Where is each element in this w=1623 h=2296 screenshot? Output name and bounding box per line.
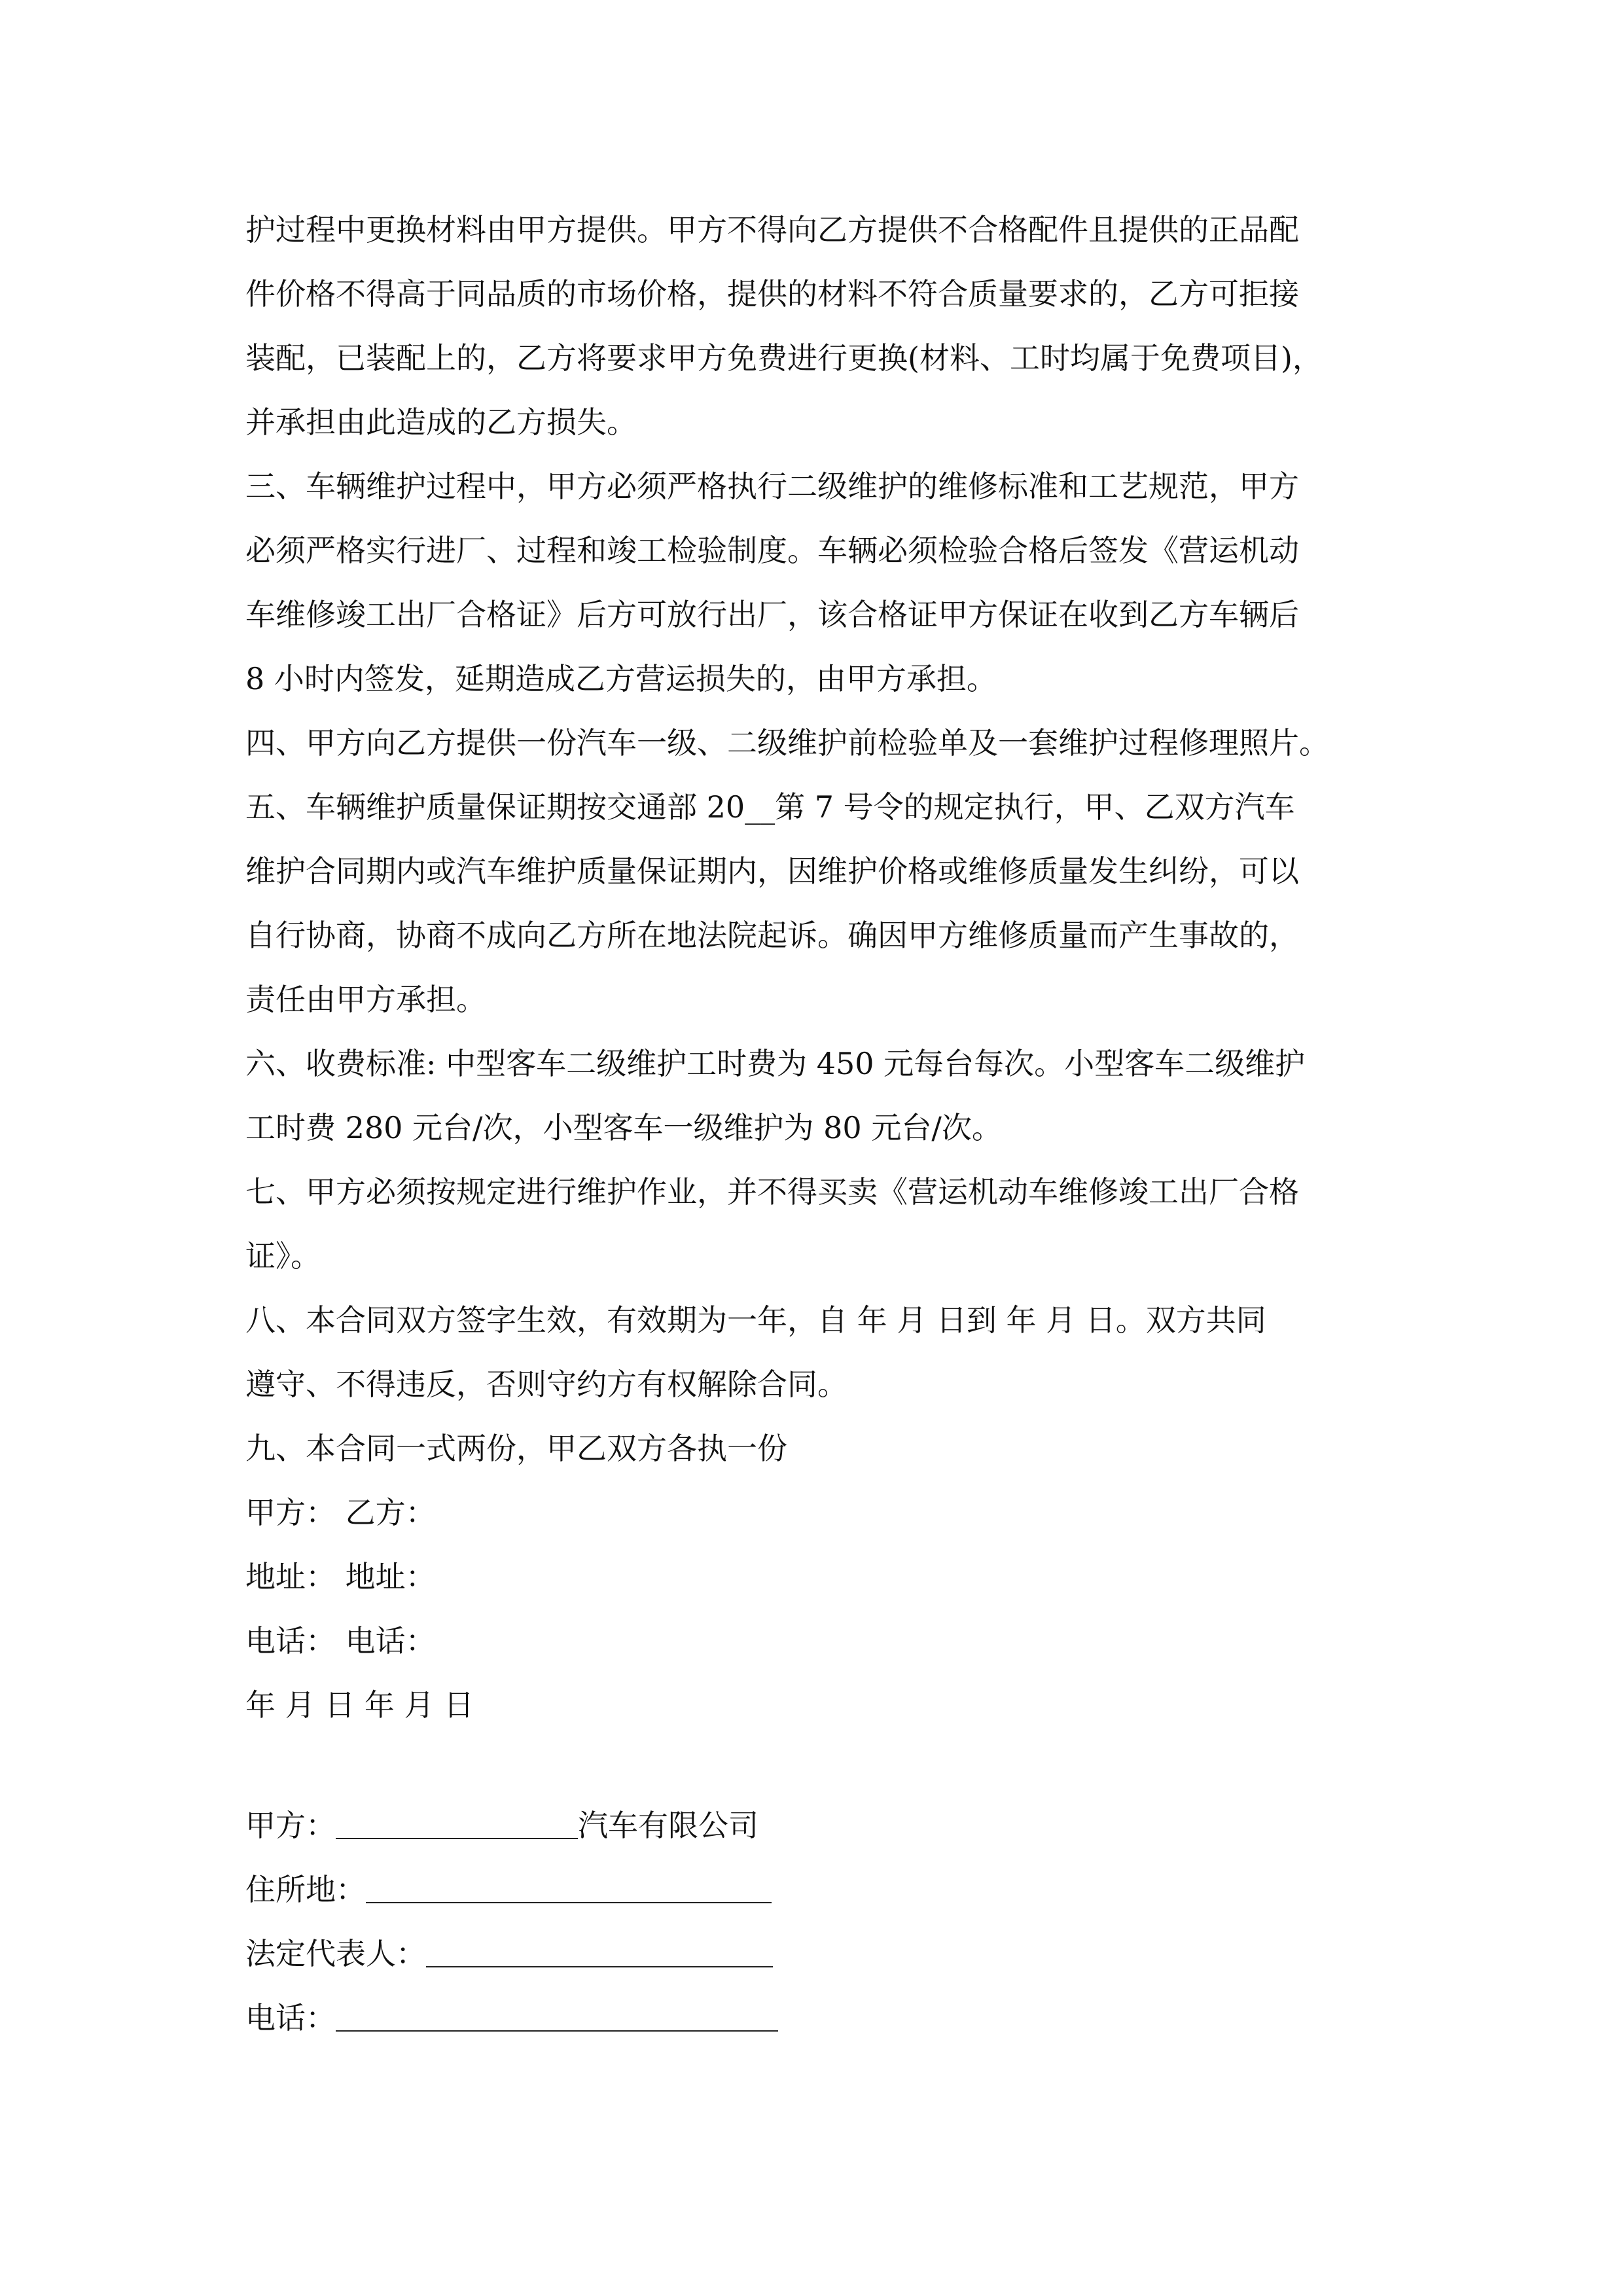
- clause-9-line: 九、本合同一式两份，甲乙双方各执一份: [245, 1431, 787, 1466]
- clause-3-line: 8 小时内签发，延期造成乙方营运损失的，由甲方承担。: [245, 661, 997, 696]
- clause-5-line: 五、车辆维护质量保证期按交通部 20__第 7 号令的规定执行，甲、乙双方汽车: [245, 789, 1295, 825]
- address-row: [245, 1857, 1397, 1922]
- party-a-label: 甲方：: [245, 1808, 336, 1843]
- date-labels: 年 月 日 年 月 日: [245, 1687, 474, 1723]
- clause-6-line: 六、收费标准: 中型客车二级维护工时费为 450 元每台每次。小型客车二级维护: [245, 1046, 1306, 1081]
- clause-7-line: 七、甲方必须按规定进行维护作业，并不得买卖《营运机动车维修竣工出厂合格: [245, 1174, 1299, 1210]
- clause-4-line: 四、甲方向乙方提供一份汽车一级、二级维护前检验单及一套维护过程修理照片。: [245, 725, 1329, 761]
- clause-3-line: 车维修竣工出厂合格证》后方可放行出厂，该合格证甲方保证在收到乙方车辆后: [245, 597, 1299, 632]
- party-a-row: [245, 1793, 1397, 1857]
- legal-rep-blank[interactable]: [426, 1926, 773, 1967]
- clause-3-line: 三、车辆维护过程中，甲方必须严格执行二级维护的维修标准和工艺规范，甲方: [245, 469, 1299, 504]
- clause-5-line: 自行协商，协商不成向乙方所在地法院起诉。确因甲方维修质量而产生事故的，: [245, 918, 1299, 953]
- party-a-name-blank[interactable]: [336, 1797, 578, 1839]
- clause-3-line: 必须严格实行进厂、过程和竣工检验制度。车辆必须检验合格后签发《营运机动: [245, 533, 1299, 568]
- clause-7-line: 证》。: [245, 1238, 321, 1274]
- paragraph-line: 装配，已装配上的，乙方将要求甲方免费进行更换(材料、工时均属于免费项目)，: [245, 340, 1323, 376]
- party-labels: 甲方： 乙方：: [245, 1495, 436, 1530]
- legal-rep-row: [245, 1922, 1397, 1986]
- clause-8-line: 八、本合同双方签字生效，有效期为一年，自 年 月 日到 年 月 日。双方共同: [245, 1302, 1266, 1338]
- phone-blank[interactable]: [336, 1990, 778, 2032]
- address-blank[interactable]: [366, 1861, 772, 1903]
- legal-rep-label: 法定代表人：: [245, 1936, 426, 1971]
- contract-body: [245, 198, 1397, 1737]
- paragraph-line: 护过程中更换材料由甲方提供。甲方不得向乙方提供不合格配件且提供的正品配: [245, 212, 1299, 247]
- paragraph-line: 并承担由此造成的乙方损失。: [245, 404, 637, 440]
- address-label: 住所地：: [245, 1872, 366, 1907]
- party-a-suffix: 汽车有限公司: [578, 1808, 758, 1843]
- phone-label: 电话：: [245, 2000, 336, 2036]
- clause-8-line: 遵守、不得违反，否则守约方有权解除合同。: [245, 1367, 847, 1402]
- clause-5-line: 责任由甲方承担。: [245, 982, 486, 1017]
- phone-labels: 电话： 电话：: [245, 1623, 436, 1659]
- signature-block: [245, 1793, 1397, 2050]
- clause-6-line: 工时费 280 元台/次，小型客车一级维护为 80 元台/次。: [245, 1110, 1002, 1145]
- clause-5-line: 维护合同期内或汽车维护质量保证期内，因维护价格或维修质量发生纠纷，可以: [245, 853, 1299, 889]
- paragraph-line: 件价格不得高于同品质的市场价格，提供的材料不符合质量要求的，乙方可拒接: [245, 276, 1299, 312]
- phone-row: [245, 1986, 1397, 2050]
- address-labels: 地址： 地址：: [245, 1559, 436, 1594]
